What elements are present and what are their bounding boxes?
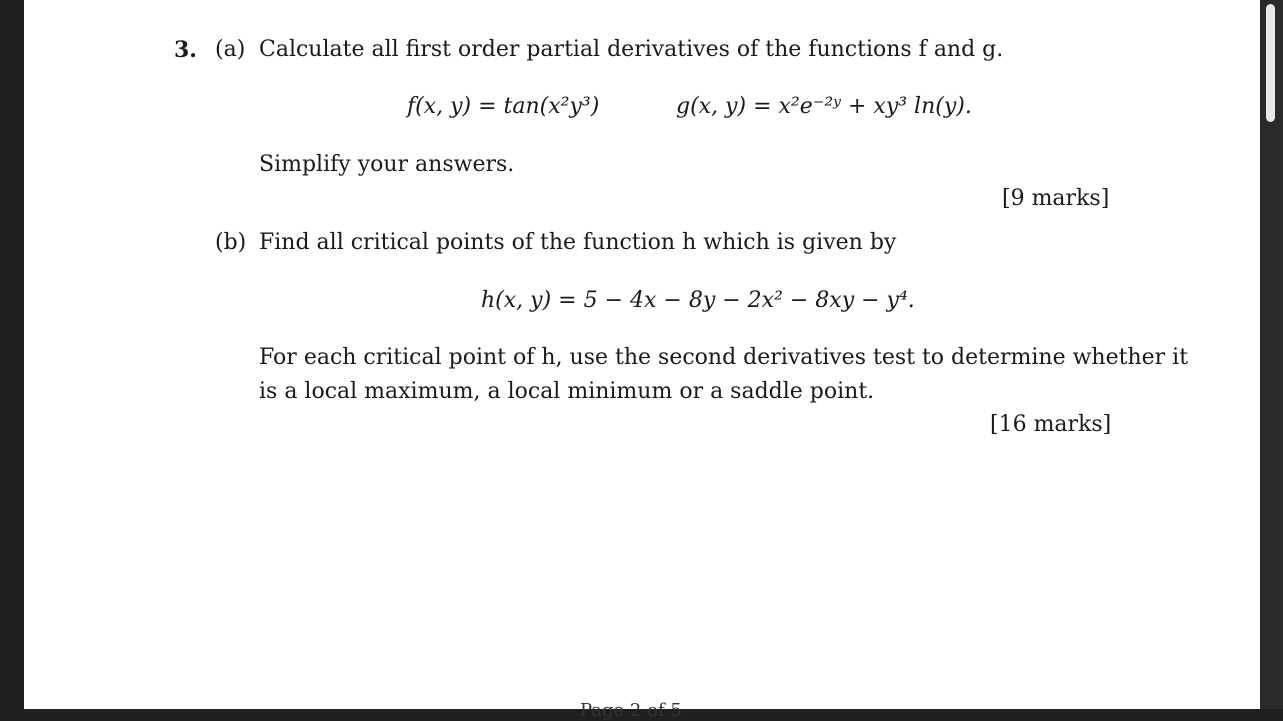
part-b-instruction-line1: For each critical point of h, use the second derivatives test to determine whether it [259,345,1189,370]
question-number: 3. [174,37,197,63]
formula-h: h(x, y) = 5 − 4x − 8y − 2x² − 8xy − y⁴. [481,288,915,313]
part-b-marks: [16 marks] [990,412,1112,437]
part-b-instruction-line2: is a local maximum, a local minimum or a saddle point. [259,379,875,404]
part-a-marks: [9 marks] [1002,186,1110,211]
part-a-text: Calculate all first order partial derivatives of the functions f and g. [259,37,1004,62]
document-page [24,0,1260,721]
page-footer: Page 2 of 5 [580,700,682,721]
formula-f: f(x, y) = tan(x²y³) [407,94,600,119]
scrollbar-thumb[interactable] [1266,4,1275,122]
part-a-instruction: Simplify your answers. [259,152,515,177]
part-a-label: (a) [215,37,246,62]
part-b-text: Find all critical points of the function h which is given by [259,230,897,255]
formula-g: g(x, y) = x²e⁻²ʸ + xy³ ln(y). [676,94,972,119]
part-b-label: (b) [215,230,247,255]
